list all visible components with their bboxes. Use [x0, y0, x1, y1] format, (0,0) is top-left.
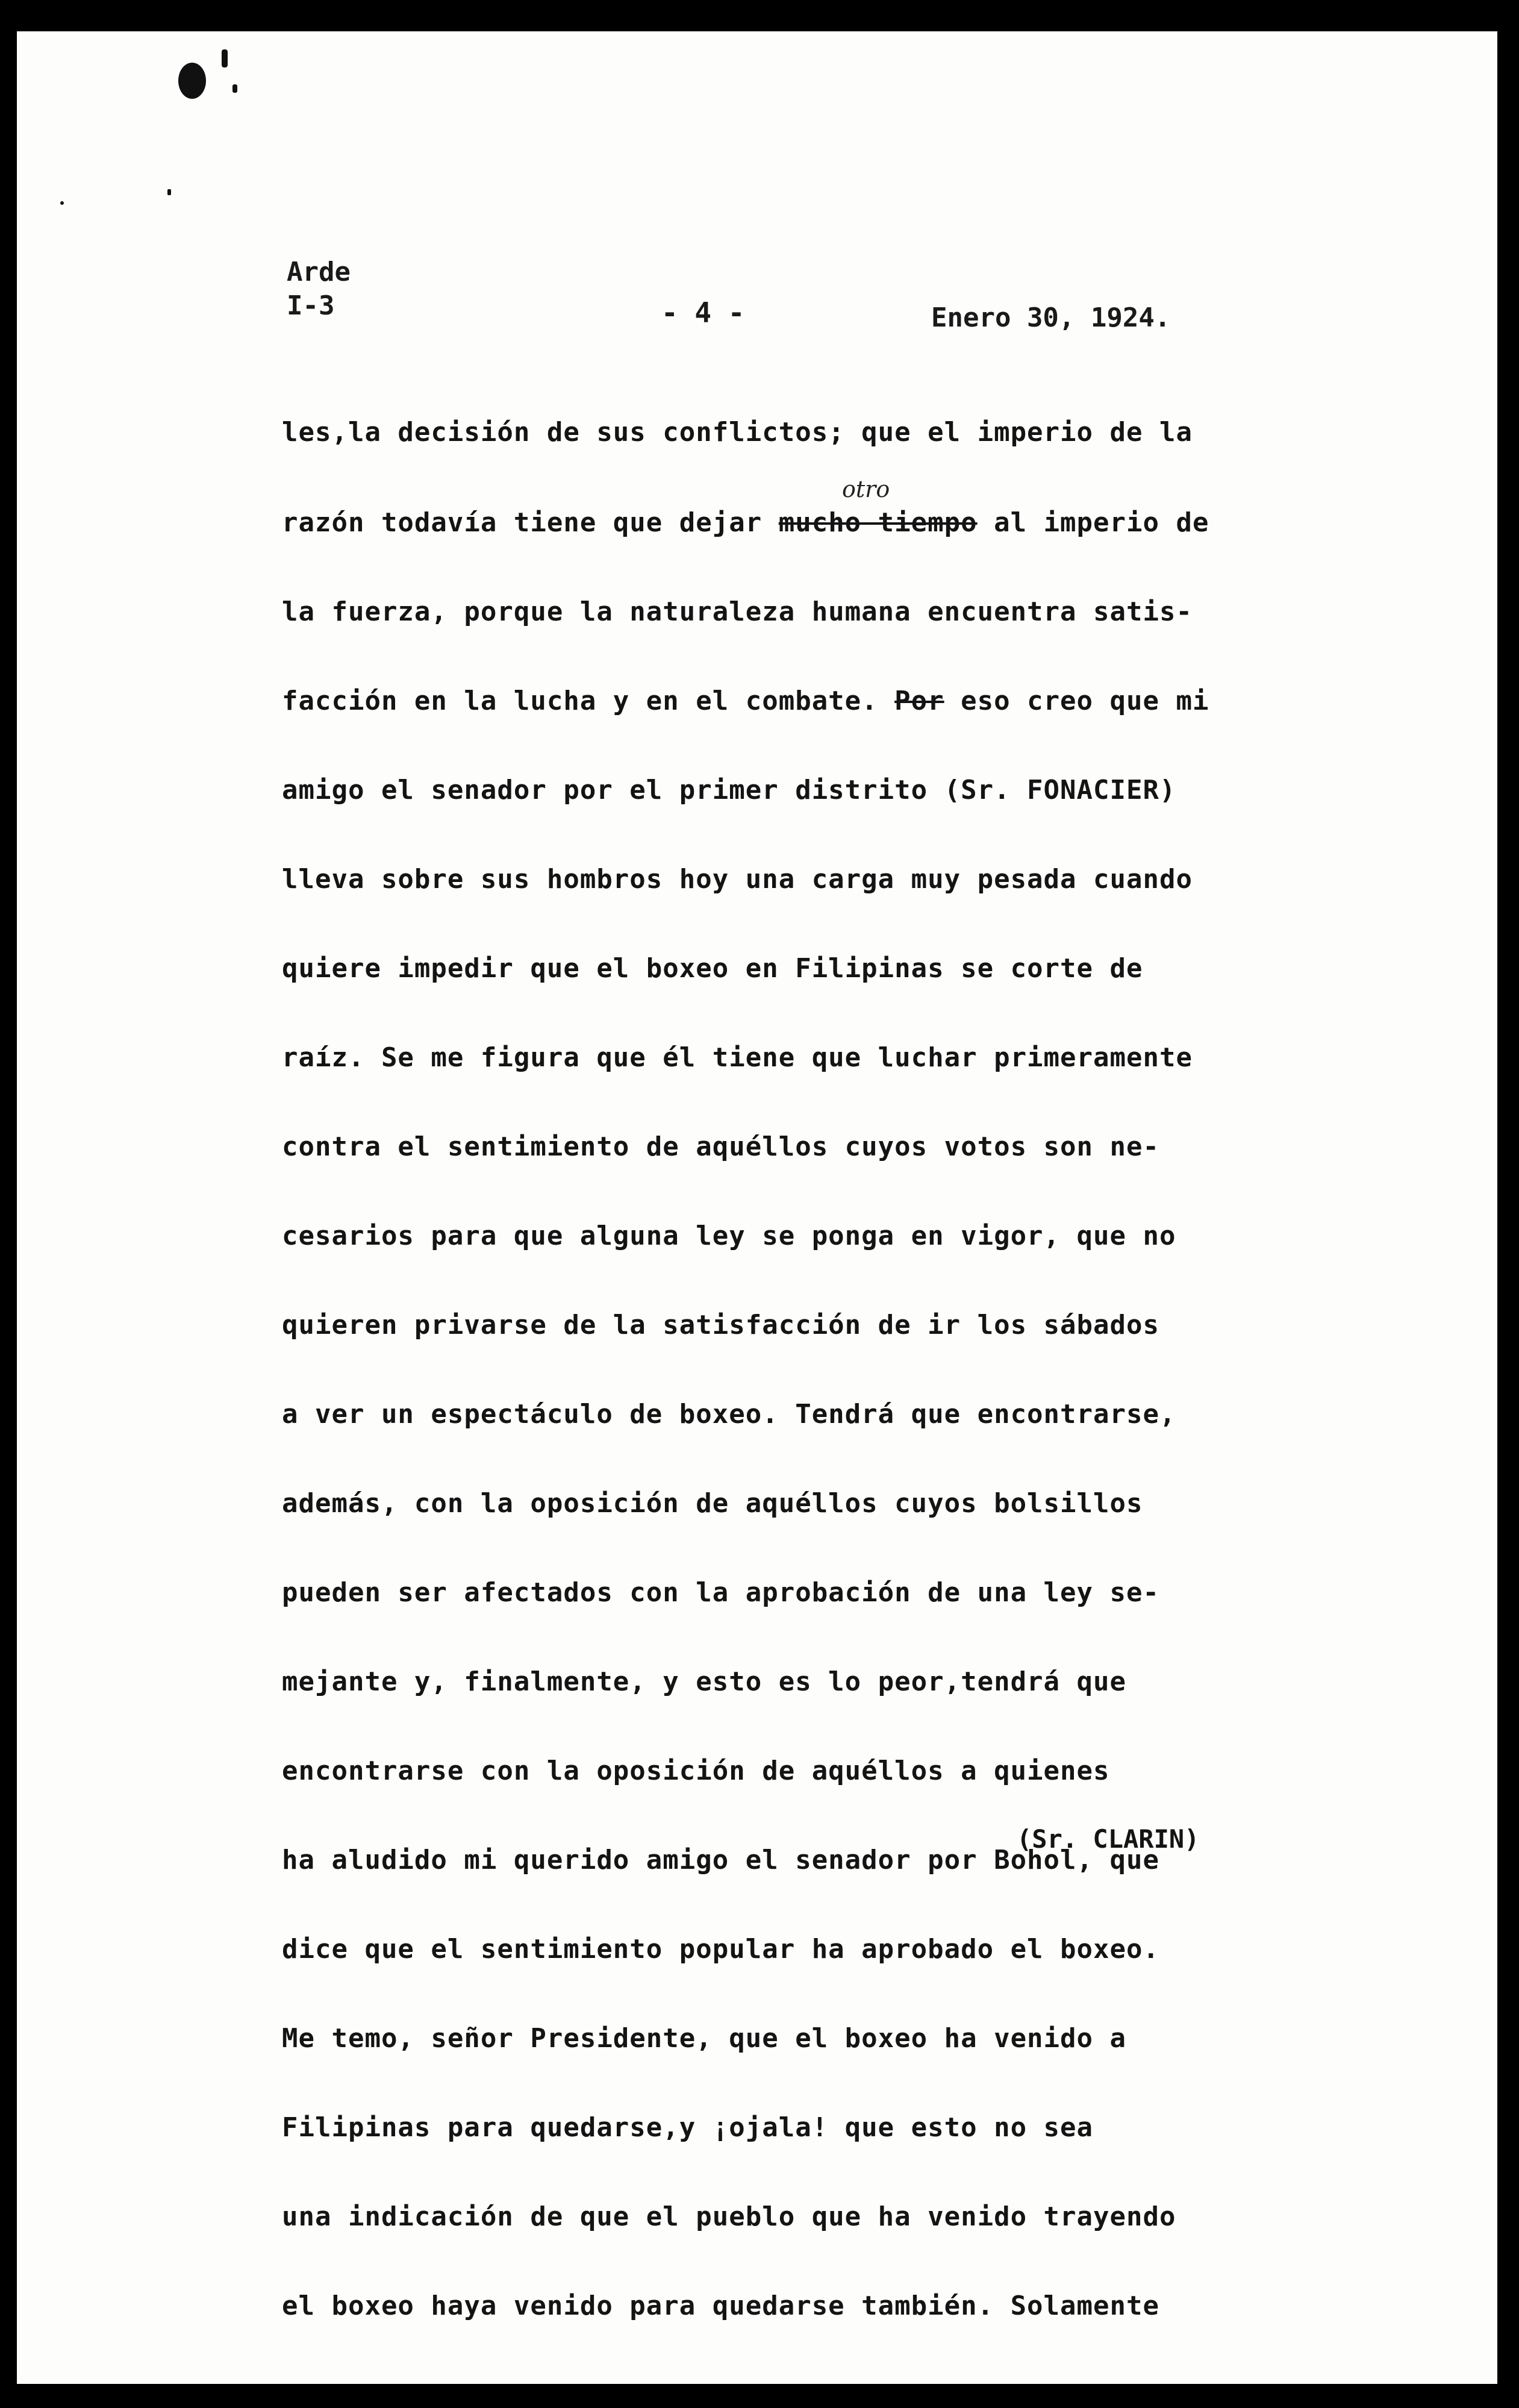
text-line: amigo el senador por el primer distrito (Sr. FONACIER) — [282, 775, 1176, 805]
text-line: pueden ser afectados con la aprobación de una ley se- — [282, 1577, 1159, 1608]
ink-speck — [222, 49, 228, 67]
text-line: razón todavía tiene que dejar mucho tiempo al imperio de — [282, 507, 1209, 538]
ink-blot — [178, 63, 206, 99]
text-line: raíz. Se me figura que él tiene que luchar primeramente — [282, 1042, 1193, 1073]
text-line: cesarios para que alguna ley se ponga en vigor, que no — [282, 1221, 1176, 1251]
speaker-reference: (Sr. CLARIN) — [1017, 1824, 1200, 1854]
text-line: una indicación de que el pueblo que ha venido trayendo — [282, 2201, 1176, 2232]
text-line: contra el sentimiento de aquéllos cuyos votos son ne- — [282, 1131, 1159, 1162]
text-line: ha aludido mi querido amigo el senador por Bohol, que — [282, 1845, 1159, 1875]
text-line: a ver un espectáculo de boxeo. Tendrá que encontrarse, — [282, 1399, 1176, 1430]
document-code-line2: I-3 — [287, 290, 335, 321]
handwritten-correction: otro — [842, 476, 890, 502]
text-line: dice que el sentimiento popular ha aprobado el boxeo. — [282, 1934, 1159, 1965]
text-line: encontrarse con la oposición de aquéllos a quienes — [282, 1756, 1110, 1786]
struck-text: Por — [894, 686, 944, 716]
document-code — [287, 255, 351, 323]
ink-speck — [232, 84, 237, 93]
document-code-line1: Arde — [287, 257, 351, 287]
ink-speck — [60, 201, 64, 205]
ink-speck — [167, 189, 171, 195]
document-page — [17, 31, 1497, 2384]
text-line: quiere impedir que el boxeo en Filipinas se corte de — [282, 953, 1143, 984]
text-line: Me temo, señor Presidente, que el boxeo ha venido a — [282, 2023, 1127, 2054]
struck-text: mucho tiempo — [778, 507, 978, 538]
text-line: la fuerza, porque la naturaleza humana encuentra satis- — [282, 596, 1193, 627]
text-line: Filipinas para quedarse,y ¡ojala! que esto no sea — [282, 2112, 1094, 2143]
text-line: lleva sobre sus hombros hoy una carga muy pesada cuando — [282, 864, 1193, 895]
text-line: quieren privarse de la satisfacción de ir los sábados — [282, 1310, 1159, 1340]
text-line: el boxeo haya venido para quedarse también. Solamente — [282, 2291, 1159, 2321]
text-line: mejante y, finalmente, y esto es lo peor,tendrá que — [282, 1666, 1127, 1697]
text-line: facción en la lucha y en el combate. Por eso creo que mi — [282, 686, 1209, 716]
text-line: les,la decisión de sus conflictos; que el imperio de la — [282, 417, 1193, 448]
page-number: - 4 - — [661, 296, 745, 329]
document-date: Enero 30, 1924. — [931, 302, 1171, 333]
text-line: además, con la oposición de aquéllos cuyos bolsillos — [282, 1488, 1143, 1519]
